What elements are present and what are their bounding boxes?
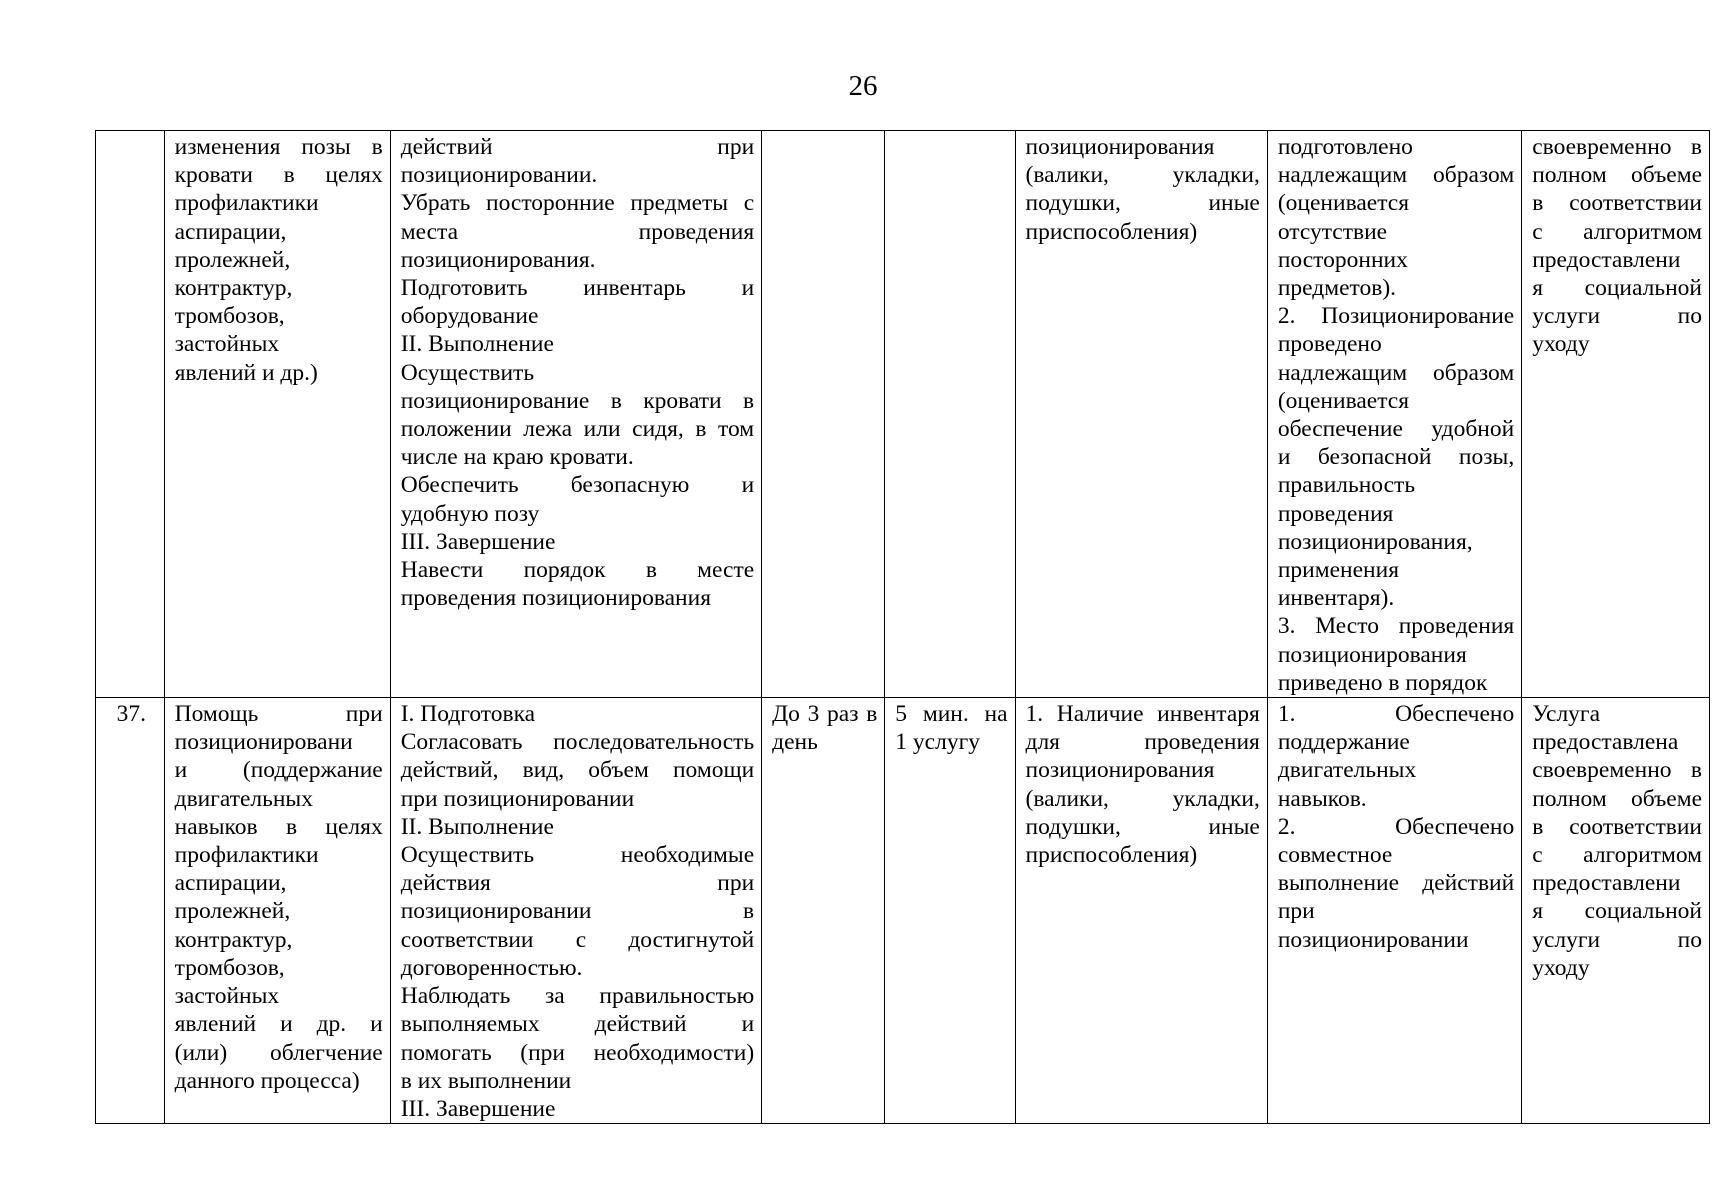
- text-line: Помощь при: [174, 701, 383, 728]
- service-description-cell: [390, 131, 761, 698]
- service-name: [175, 133, 383, 387]
- text-line: позиционирование в кровати в: [400, 387, 755, 414]
- text-line: посторонних: [1277, 246, 1408, 273]
- text-line: услуги по: [1532, 926, 1702, 953]
- text-line: договоренностью.: [400, 954, 583, 981]
- text-line: отсутствие: [1277, 218, 1388, 245]
- text-line: 3. Место проведения: [1277, 613, 1515, 640]
- text-line: 2. Обеспечено: [1277, 813, 1515, 840]
- text-line: подготовлено: [1277, 134, 1413, 160]
- text-line: своевременно в: [1532, 134, 1702, 160]
- service-conditions: [1026, 700, 1260, 869]
- result-cell: [1522, 698, 1710, 1124]
- text-line: профилактики: [174, 190, 319, 217]
- service-description-cell: [390, 698, 761, 1124]
- text-line: оборудование: [400, 303, 539, 330]
- text-line: в соответствии: [1532, 813, 1702, 840]
- table-row: [96, 698, 1710, 1124]
- service-name-cell: [164, 698, 390, 1124]
- text-line: подушки, иные: [1025, 190, 1260, 217]
- service-result: [1532, 133, 1702, 359]
- text-line: действий при: [400, 134, 755, 160]
- text-line: выполняемых действий и: [400, 1011, 755, 1038]
- services-table: [95, 130, 1710, 1124]
- text-line: позиционировании.: [400, 162, 598, 189]
- text-line: двигательных: [174, 785, 313, 812]
- text-line: кровати в целях: [174, 162, 383, 189]
- text-line: данного процесса): [174, 1067, 360, 1094]
- text-line: день: [772, 729, 818, 756]
- text-line: Осуществить: [400, 359, 535, 386]
- text-line: (оценивается: [1277, 190, 1410, 217]
- text-line: действия при: [400, 870, 755, 897]
- service-name: [175, 700, 383, 1095]
- text-line: навыков.: [1277, 785, 1367, 812]
- text-line: выполнение действий: [1277, 870, 1515, 897]
- text-line: Навести порядок в месте: [400, 557, 755, 584]
- service-name-cell: [164, 131, 390, 698]
- text-line: тромбозов,: [174, 303, 285, 330]
- quality-cell: [1267, 698, 1521, 1124]
- text-line: 1. Обеспечено: [1277, 701, 1515, 728]
- text-line: 1 услугу: [895, 729, 980, 756]
- service-conditions: [1026, 133, 1260, 246]
- text-line: при позиционировании: [400, 785, 635, 812]
- text-line: проведения позиционирования: [400, 585, 712, 612]
- table-row: [96, 131, 1710, 698]
- text-line: (или) облегчение: [174, 1039, 383, 1066]
- text-line: Подготовить инвентарь и: [400, 275, 755, 302]
- text-line: предоставлени: [1532, 870, 1681, 897]
- text-line: для проведения: [1025, 729, 1260, 756]
- text-line: полном объеме: [1532, 785, 1702, 812]
- text-line: пролежней,: [174, 898, 291, 925]
- text-line: Убрать посторонние предметы с: [400, 190, 755, 217]
- text-line: контрактур,: [174, 926, 293, 953]
- row-number-cell: [96, 698, 165, 1124]
- text-line: пролежней,: [174, 246, 291, 273]
- text-line: проведено: [1277, 331, 1382, 358]
- text-line: я социальной: [1532, 898, 1702, 925]
- quality-cell: [1267, 131, 1521, 698]
- frequency-cell: [762, 698, 885, 1124]
- text-line: позиционирования: [1025, 757, 1215, 784]
- text-line: я социальной: [1532, 275, 1702, 302]
- text-line: изменения позы в: [174, 134, 383, 160]
- text-line: приведено в порядок: [1277, 669, 1488, 696]
- text-line: позиционирования: [1025, 134, 1215, 160]
- text-line: тромбозов,: [174, 954, 285, 981]
- text-line: совместное: [1277, 842, 1393, 869]
- text-line: с алгоритмом: [1532, 842, 1702, 869]
- text-line: навыков в целях: [174, 813, 383, 840]
- time-cell: [885, 131, 1015, 698]
- text-line: уходу: [1532, 331, 1590, 358]
- text-line: услуги по: [1532, 303, 1702, 330]
- text-line: удобную позу: [400, 500, 540, 527]
- text-line: (валики, укладки,: [1025, 162, 1260, 189]
- text-line: Услуга: [1532, 701, 1600, 728]
- result-cell: [1522, 131, 1710, 698]
- text-line: I. Подготовка: [400, 701, 536, 728]
- text-line: с алгоритмом: [1532, 218, 1702, 245]
- text-line: места проведения: [400, 218, 755, 245]
- text-line: проведения: [1277, 500, 1394, 527]
- service-description: [401, 133, 754, 612]
- service-description: [401, 700, 754, 1123]
- quality-indicators: [1278, 700, 1514, 954]
- text-line: III. Завершение: [400, 1095, 556, 1122]
- text-line: II. Выполнение: [400, 813, 554, 840]
- text-line: двигательных: [1277, 757, 1417, 784]
- text-line: аспирации,: [174, 870, 287, 897]
- text-line: действий, вид, объем помощи: [400, 757, 755, 784]
- service-frequency: [772, 700, 877, 756]
- text-line: позиционирования,: [1277, 528, 1473, 555]
- text-line: предоставлени: [1532, 246, 1681, 273]
- text-line: обеспечение удобной: [1277, 416, 1515, 443]
- text-line: в их выполнении: [400, 1067, 572, 1094]
- text-line: позиционирования.: [400, 246, 596, 273]
- text-line: инвентаря).: [1277, 585, 1395, 612]
- text-line: (оценивается: [1277, 387, 1410, 414]
- text-line: позиционировани: [174, 729, 353, 756]
- text-line: застойных: [174, 983, 280, 1010]
- text-line: (валики, укладки,: [1025, 785, 1260, 812]
- text-line: До 3 раз в: [772, 701, 878, 728]
- text-line: застойных: [174, 331, 280, 358]
- text-line: позиционировании в: [400, 898, 755, 925]
- text-line: в соответствии: [1532, 190, 1702, 217]
- text-line: соответствии с достигнутой: [400, 926, 755, 953]
- text-line: помогать (при необходимости): [400, 1039, 755, 1066]
- text-line: надлежащим образом: [1277, 359, 1515, 386]
- text-line: Согласовать последовательность: [400, 729, 755, 756]
- text-line: II. Выполнение: [400, 331, 554, 358]
- text-line: 5 мин. на: [895, 701, 1008, 728]
- text-line: своевременно в: [1532, 757, 1702, 784]
- text-line: надлежащим образом: [1277, 162, 1515, 189]
- text-line: числе на краю кровати.: [400, 444, 634, 471]
- text-line: предметов).: [1277, 275, 1397, 302]
- row-number-cell: [96, 131, 165, 698]
- text-line: подушки, иные: [1025, 813, 1260, 840]
- text-line: и (поддержание: [174, 757, 383, 784]
- text-line: правильность: [1277, 472, 1416, 499]
- text-line: явлений и др.): [174, 359, 318, 386]
- text-line: позиционировании: [1277, 926, 1469, 953]
- text-line: профилактики: [174, 842, 319, 869]
- text-line: приспособления): [1025, 218, 1198, 245]
- text-line: III. Завершение: [400, 528, 556, 555]
- time-cell: [885, 698, 1015, 1124]
- text-line: явлений и др. и: [174, 1011, 383, 1038]
- text-line: применения: [1277, 557, 1400, 584]
- text-line: Обеспечить безопасную и: [400, 472, 755, 499]
- service-result: [1532, 700, 1702, 982]
- text-line: позиционирования: [1277, 641, 1467, 668]
- conditions-cell: [1015, 698, 1267, 1124]
- text-line: полном объеме: [1532, 162, 1702, 189]
- text-line: и безопасной позы,: [1277, 444, 1515, 471]
- quality-indicators: [1278, 133, 1514, 697]
- text-line: уходу: [1532, 954, 1590, 981]
- conditions-cell: [1015, 131, 1267, 698]
- text-line: Осуществить необходимые: [400, 842, 755, 869]
- service-time: [895, 700, 1007, 756]
- text-line: положении лежа или сидя, в том: [400, 416, 755, 443]
- text-line: 2. Позиционирование: [1277, 303, 1515, 330]
- text-line: 1. Наличие инвентаря: [1025, 701, 1260, 728]
- page-number: 26: [848, 70, 878, 102]
- text-line: Наблюдать за правильностью: [400, 983, 755, 1010]
- text-line: контрактур,: [174, 275, 293, 302]
- text-line: при: [1277, 898, 1315, 925]
- text-line: поддержание: [1277, 729, 1410, 756]
- text-line: аспирации,: [174, 218, 287, 245]
- text-line: приспособления): [1025, 842, 1198, 869]
- row-number: 37.: [116, 701, 146, 728]
- frequency-cell: [762, 131, 885, 698]
- text-line: предоставлена: [1532, 729, 1679, 756]
